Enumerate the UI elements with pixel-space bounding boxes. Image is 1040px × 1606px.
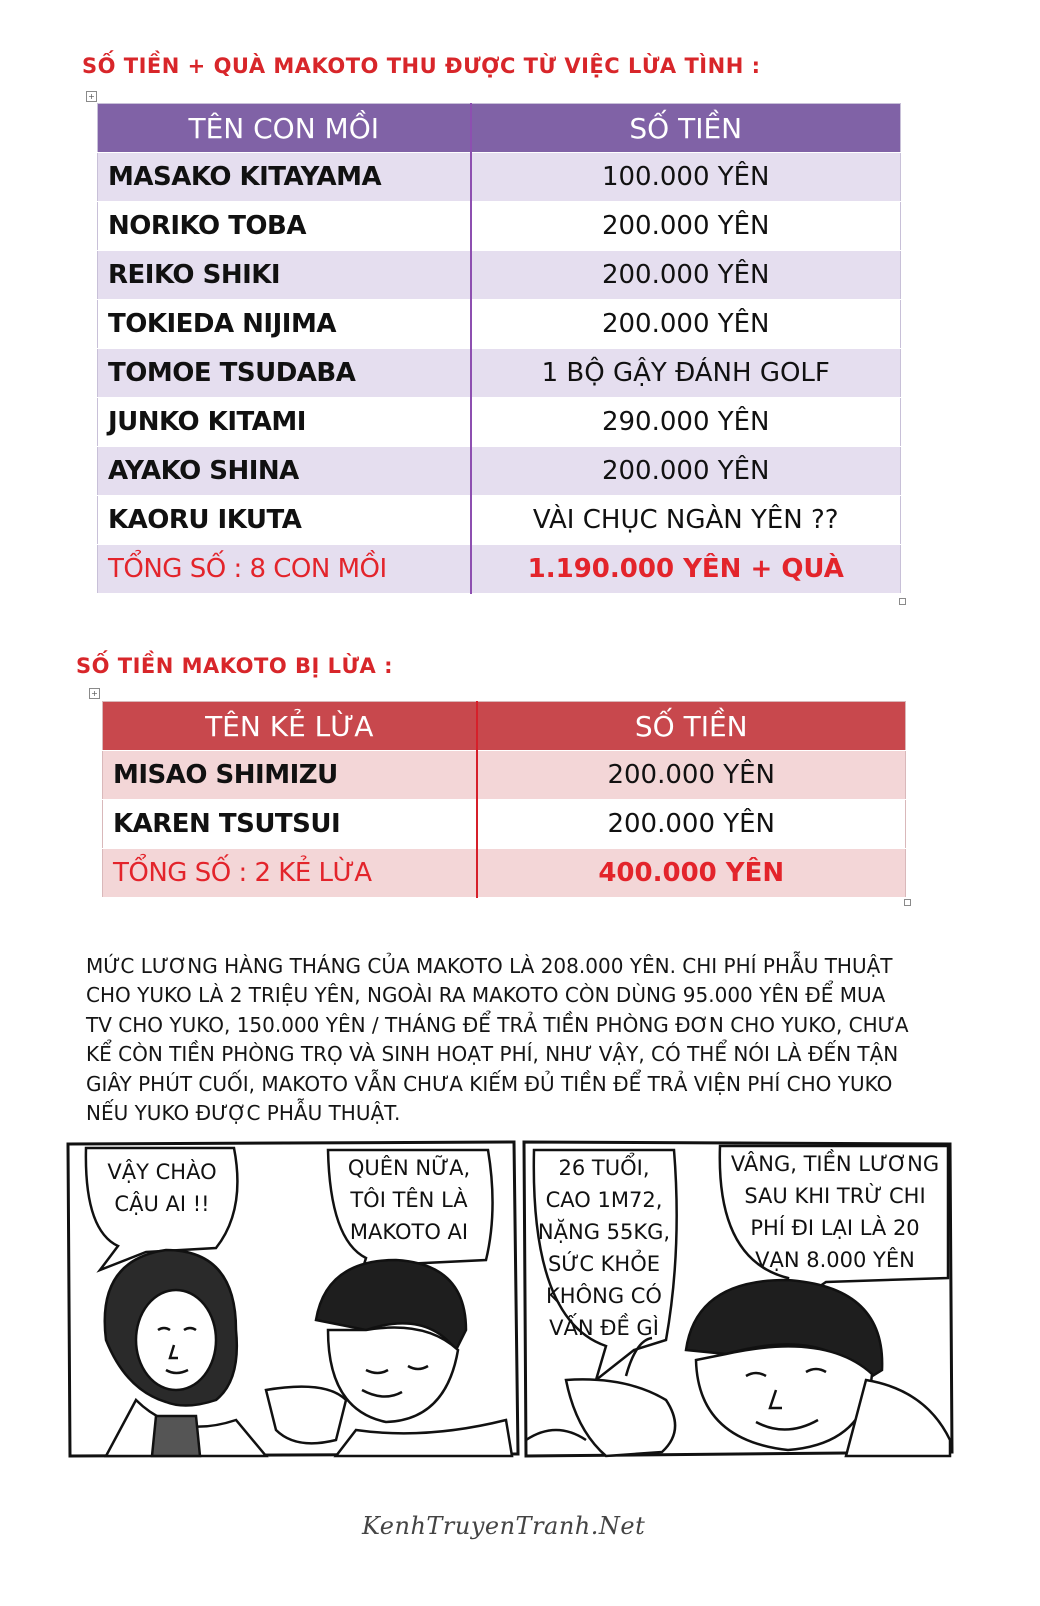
bubble-line: SỨC KHỎE (547, 1252, 661, 1276)
table-row (98, 496, 901, 545)
row-amount: VÀI CHỤC NGÀN YÊN ?? (471, 496, 901, 545)
bubble-line: VẬY CHÀO (107, 1160, 217, 1184)
section1-title: SỐ TIỀN + QUÀ MAKOTO THU ĐƯỢC TỪ VIỆC LỪA TÌNH : (82, 54, 761, 78)
bubble-line: NẶNG 55KG, (537, 1220, 671, 1244)
table-row (98, 398, 901, 447)
bubble-line: MAKOTO AI (349, 1220, 469, 1244)
paragraph-line: KỂ CÒN TIỀN PHÒNG TRỌ VÀ SINH HOẠT PHÍ, NHƯ VẬY, CÓ THỂ NÓI LÀ ĐẾN TẬN (86, 1042, 899, 1067)
table-row (98, 251, 901, 300)
bubble-line: PHÍ ĐI LẠI LÀ 20 (750, 1216, 920, 1240)
site-watermark: KenhTruyenTranh.Net (362, 1512, 646, 1540)
paragraph-line: CHO YUKO LÀ 2 TRIỆU YÊN, NGOÀI RA MAKOTO CÒN DÙNG 95.000 YÊN ĐỂ MUA (86, 983, 886, 1008)
header-amount: SỐ TIỀN (477, 702, 906, 751)
bubble-line: VÂNG, TIỀN LƯƠNG (730, 1152, 940, 1176)
row-amount: 200.000 YÊN (471, 300, 901, 349)
table-row (98, 349, 901, 398)
bubble-line: SAU KHI TRỪ CHI (744, 1184, 926, 1208)
table-row (98, 153, 901, 202)
table-move-handle-icon[interactable]: + (89, 688, 100, 699)
bubble-1-text (92, 1156, 232, 1220)
bubble-line: QUÊN NỮA, (347, 1156, 471, 1180)
bubble-line: VẤN ĐỀ GÌ (549, 1316, 659, 1340)
table-row (98, 300, 901, 349)
table-header-row (103, 702, 906, 751)
row-name: MASAKO KITAYAMA (98, 153, 471, 202)
header-name: TÊN KẺ LỪA (103, 702, 477, 751)
table-row (98, 447, 901, 496)
row-amount: 1 BỘ GẬY ĐÁNH GOLF (471, 349, 901, 398)
row-name: TOKIEDA NIJIMA (98, 300, 471, 349)
bubble-line: TÔI TÊN LÀ (350, 1188, 468, 1212)
row-name: NORIKO TOBA (98, 202, 471, 251)
table-resize-handle[interactable] (904, 899, 911, 906)
table-row (103, 751, 906, 800)
row-amount: 200.000 YÊN (471, 202, 901, 251)
bubble-line: KHÔNG CÓ (546, 1284, 662, 1308)
table-header-row (98, 104, 901, 153)
paragraph-line: NẾU YUKO ĐƯỢC PHẪU THUẬT. (86, 1101, 401, 1126)
header-amount: SỐ TIỀN (471, 104, 901, 153)
table-total-row (98, 545, 901, 594)
row-name: AYAKO SHINA (98, 447, 471, 496)
comic-strip (66, 1140, 956, 1458)
header-name: TÊN CON MỒI (98, 104, 471, 153)
paragraph-line: GIÂY PHÚT CUỐI, MAKOTO VẪN CHƯA KIẾM ĐỦ TIỀN ĐỂ TRẢ VIỆN PHÍ CHO YUKO (86, 1071, 893, 1096)
scammers-table (102, 701, 906, 898)
row-amount: 200.000 YÊN (471, 447, 901, 496)
bubble-line: VẠN 8.000 YÊN (755, 1248, 915, 1272)
row-name: REIKO SHIKI (98, 251, 471, 300)
paragraph-line: MỨC LƯƠNG HÀNG THÁNG CỦA MAKOTO LÀ 208.000 YÊN. CHI PHÍ PHẪU THUẬT (86, 954, 893, 978)
total-label: TỔNG SỐ : 2 KẺ LỪA (103, 849, 477, 898)
table-row (103, 800, 906, 849)
row-amount: 290.000 YÊN (471, 398, 901, 447)
row-amount: 200.000 YÊN (477, 800, 906, 849)
total-amount: 1.190.000 YÊN + QUÀ (471, 545, 901, 594)
bubble-line: CAO 1M72, (545, 1188, 663, 1212)
row-amount: 200.000 YÊN (477, 751, 906, 800)
table-total-row (103, 849, 906, 898)
bubble-line: CẬU AI !! (114, 1192, 210, 1216)
paragraph-line: TV CHO YUKO, 150.000 YÊN / THÁNG ĐỂ TRẢ TIỀN PHÒNG ĐƠN CHO YUKO, CHƯA (86, 1012, 909, 1037)
summary-paragraph (86, 952, 956, 1128)
total-label: TỔNG SỐ : 8 CON MỒI (98, 545, 471, 594)
row-amount: 200.000 YÊN (471, 251, 901, 300)
bubble-line: 26 TUỔI, (558, 1156, 650, 1180)
row-name: TOMOE TSUDABA (98, 349, 471, 398)
bubble-2-text (334, 1152, 484, 1248)
row-name: MISAO SHIMIZU (103, 751, 477, 800)
table-resize-handle[interactable] (899, 598, 906, 605)
row-name: KAORU IKUTA (98, 496, 471, 545)
bubble-4-text (722, 1148, 948, 1276)
table-row (98, 202, 901, 251)
victims-table (97, 103, 901, 594)
bubble-3-text (536, 1152, 672, 1344)
row-name: JUNKO KITAMI (98, 398, 471, 447)
section2-title: SỐ TIỀN MAKOTO BỊ LỪA : (76, 654, 393, 678)
table-move-handle-icon[interactable]: + (86, 91, 97, 102)
row-name: KAREN TSUTSUI (103, 800, 477, 849)
row-amount: 100.000 YÊN (471, 153, 901, 202)
total-amount: 400.000 YÊN (477, 849, 906, 898)
